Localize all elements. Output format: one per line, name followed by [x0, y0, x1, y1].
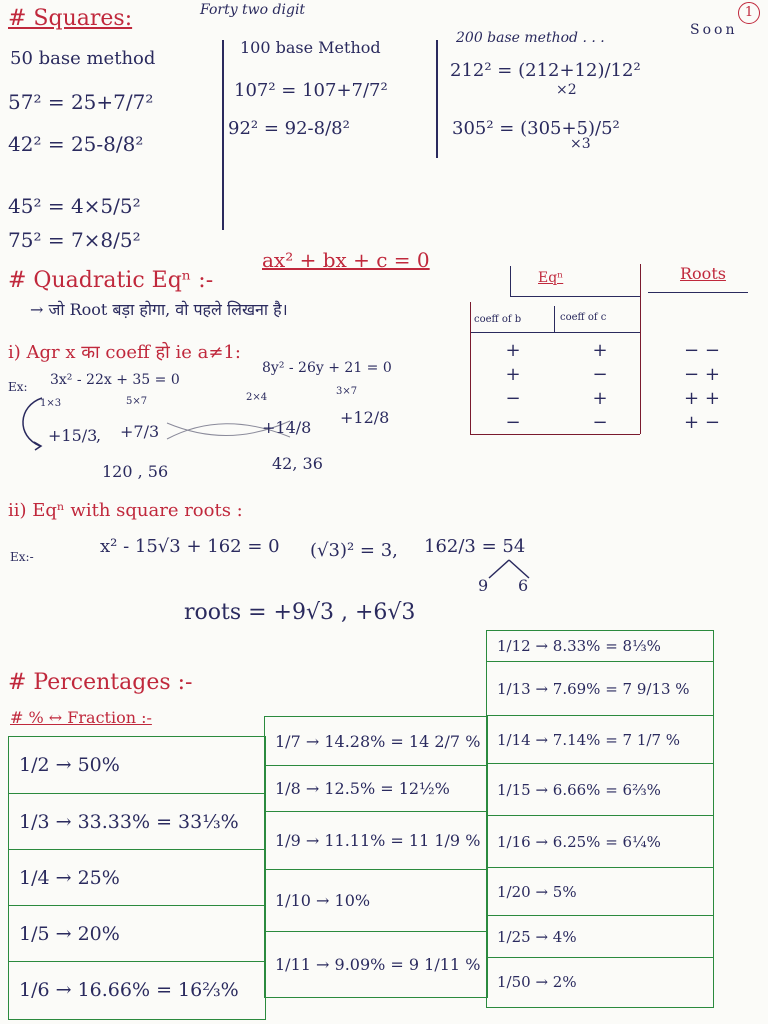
col3-line: 305² = (305+5)/5²	[452, 118, 620, 139]
sign-table-sub-c: coeff of c	[560, 312, 607, 323]
col3-multiplier: ×2	[556, 82, 577, 98]
sign-table-eqn-header: Eqⁿ	[538, 270, 564, 286]
sign-row: + − − +	[505, 363, 720, 385]
squares-divider	[436, 40, 438, 158]
sign-row: + + − −	[505, 339, 720, 361]
fraction-row: 1/25 → 4%	[487, 915, 713, 957]
col3-multiplier: ×3	[570, 136, 591, 152]
ex1-root-sep: ,	[96, 426, 102, 445]
ex1-factor: 5×7	[126, 396, 148, 407]
ex3-note: (√3)² = 3,	[310, 540, 398, 561]
fraction-row: 1/13 → 7.69% = 7 9/13 %	[487, 661, 713, 715]
page-number: 1	[738, 2, 760, 24]
fraction-row: 1/15 → 6.66% = 6⅔%	[487, 763, 713, 815]
squares-heading: # Squares:	[8, 6, 133, 31]
col1-line: 42² = 25-8/8²	[8, 132, 144, 156]
sign-table	[470, 262, 760, 442]
ex1-equation: 3x² - 22x + 35 = 0	[50, 372, 180, 388]
sign-table-roots-header: Roots	[680, 264, 726, 283]
ex2-equation: 8y² - 26y + 21 = 0	[262, 360, 392, 376]
sign-table-body	[470, 338, 760, 434]
fraction-table-1	[8, 736, 266, 1020]
col2-title: 100 base Method	[240, 38, 381, 57]
quadratic-equation: ax² + bx + c = 0	[262, 248, 430, 272]
percentages-heading: # Percentages :-	[8, 670, 193, 695]
fraction-row: 1/3 → 33.33% = 33⅓%	[9, 793, 265, 849]
col1-line: 57² = 25+7/7²	[8, 90, 154, 114]
fraction-row: 1/6 → 16.66% = 16⅔%	[9, 961, 265, 1017]
fraction-row: 1/9 → 11.11% = 11 1/9 %	[265, 811, 487, 869]
col2-line: 107² = 107+7/7²	[234, 80, 388, 101]
sign-row: − + + +	[505, 387, 720, 409]
squares-subheading: Forty two digit	[200, 2, 306, 18]
sign-row: − − + −	[505, 411, 720, 433]
ex1-root: +7/3	[120, 422, 160, 441]
col1-title: 50 base method	[10, 48, 156, 69]
ex1-root: +15/3	[48, 426, 98, 445]
ex2-factor: 2×4	[246, 392, 268, 403]
col3-line: 212² = (212+12)/12²	[450, 60, 641, 81]
ex3-roots: roots = +9√3 , +6√3	[184, 600, 416, 625]
ex3-label: Ex:-	[10, 550, 34, 564]
ex3-equation: x² - 15√3 + 162 = 0	[100, 536, 280, 557]
col1-line: 75² = 7×8/5²	[8, 228, 141, 252]
case1-heading: i) Agr x का coeff हो ie a≠1:	[8, 342, 241, 363]
fraction-row: 1/4 → 25%	[9, 849, 265, 905]
fraction-row: 1/7 → 14.28% = 14 2/7 %	[275, 731, 481, 751]
col2-line: 92² = 92-8/8²	[228, 118, 350, 139]
ex2-root: +12/8	[340, 408, 390, 427]
fraction-row: 1/16 → 6.25% = 6¼%	[487, 815, 713, 867]
quadratic-note: → जो Root बड़ा होगा, वो पहले लिखना है।	[30, 300, 288, 319]
ex2-result: 42, 36	[272, 454, 323, 473]
sign-table-sub-b: coeff of b	[474, 314, 522, 325]
fraction-row: 1/14 → 7.14% = 7 1/7 %	[487, 715, 713, 763]
case2-heading: ii) Eqⁿ with square roots :	[8, 500, 243, 521]
ex1-result: 120 , 56	[102, 462, 169, 481]
percentages-subheading: # % ↔ Fraction :-	[10, 708, 152, 727]
fraction-table-3	[486, 630, 714, 1008]
col1-line: 45² = 4×5/5²	[8, 194, 141, 218]
squares-divider	[222, 40, 224, 230]
fraction-row: 1/11 → 9.09% = 9 1/11 %	[265, 931, 487, 997]
ex1-factor: 1×3	[40, 398, 62, 409]
fraction-row: 1/5 → 20%	[9, 905, 265, 961]
ex3-split: 6	[518, 576, 529, 595]
ex3-fraction: 162/3 = 54	[424, 536, 526, 557]
fraction-row: 1/10 → 10%	[265, 869, 487, 931]
ex-label: Ex:	[8, 380, 28, 394]
ex2-factor: 3×7	[336, 386, 358, 397]
fraction-row: 1/50 → 2%	[487, 957, 713, 1005]
quadratic-heading: # Quadratic Eqⁿ :-	[8, 268, 214, 293]
soon-note: Soon	[690, 22, 738, 38]
col3-title: 200 base method . . .	[456, 30, 605, 46]
fraction-table-2	[264, 716, 488, 998]
fraction-row: 1/12 → 8.33% = 8⅓%	[497, 637, 661, 655]
ex2-root: +14/8	[262, 418, 312, 437]
ex3-split: 9	[478, 576, 489, 595]
fraction-row: 1/8 → 12.5% = 12½%	[265, 765, 487, 811]
fraction-row: 1/2 → 50%	[19, 754, 120, 776]
fraction-row: 1/20 → 5%	[487, 867, 713, 915]
